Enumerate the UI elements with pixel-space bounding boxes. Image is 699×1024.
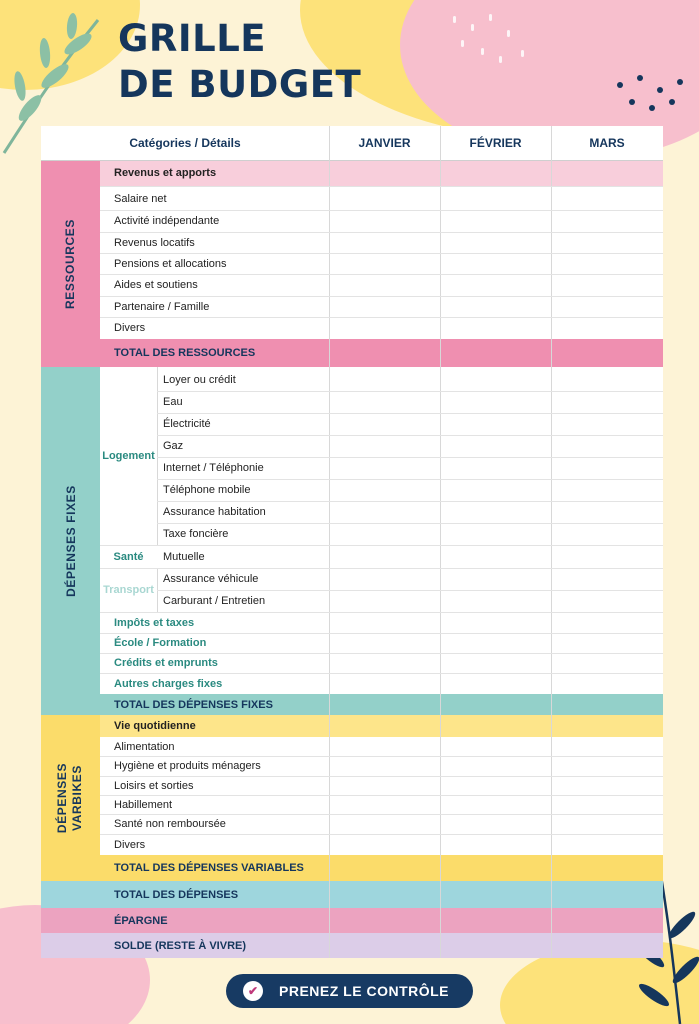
fixes-logement-item[interactable]: Téléphone mobile: [163, 484, 251, 496]
fixes-other-item[interactable]: Autres charges fixes: [114, 677, 223, 690]
variables-label-line-1: DÉPENSES: [55, 762, 70, 834]
fixes-transport-item[interactable]: Carburant / Entretien: [163, 595, 266, 607]
fixes-total: TOTAL DES DÉPENSES FIXES: [114, 698, 273, 711]
ressources-item[interactable]: Divers: [114, 322, 146, 334]
header-month-janvier: JANVIER: [358, 136, 411, 150]
fixes-logement-item[interactable]: Internet / Téléphonie: [163, 462, 264, 474]
ressources-item[interactable]: Salaire net: [114, 193, 167, 205]
section-label-depenses-variables: [41, 715, 100, 881]
ressources-subheader: Revenus et apports: [114, 167, 217, 179]
fixes-logement-item[interactable]: Loyer ou crédit: [163, 374, 236, 386]
variables-item[interactable]: Hygiène et produits ménagers: [114, 760, 261, 772]
header-month-fevrier: FÉVRIER: [469, 136, 522, 150]
variables-subheader: Vie quotidienne: [114, 720, 196, 732]
check-circle-icon: ✔: [243, 981, 263, 1001]
epargne: ÉPARGNE: [114, 914, 168, 927]
sparkle-marks-icon: [445, 10, 535, 70]
variables-label-line-2: VARBIKES: [70, 765, 85, 831]
ressources-item[interactable]: Aides et soutiens: [114, 279, 198, 291]
take-control-button[interactable]: [226, 974, 473, 1008]
col-divider-logement: [157, 367, 158, 545]
fixes-logement-item[interactable]: Électricité: [163, 418, 211, 430]
ressources-item[interactable]: Pensions et allocations: [114, 257, 227, 270]
fixes-logement-item[interactable]: Gaz: [163, 440, 184, 452]
budget-table: [41, 126, 663, 958]
row-line: [100, 186, 663, 187]
fixes-other-item[interactable]: Crédits et emprunts: [114, 657, 218, 669]
ressources-item[interactable]: Revenus locatifs: [114, 236, 195, 249]
fixes-logement-item[interactable]: Taxe foncière: [163, 528, 229, 540]
header-month-mars: MARS: [589, 136, 625, 150]
fixes-logement-item[interactable]: Assurance habitation: [163, 506, 266, 518]
variables-item[interactable]: Habillement: [114, 798, 173, 811]
title-line-1: GRILLE: [118, 17, 267, 60]
group-label-sante: Santé: [113, 550, 144, 563]
section-label-ressources: RESSOURCES: [63, 218, 78, 309]
group-label-logement: Logement: [102, 450, 155, 462]
title-line-2: DE BUDGET: [118, 63, 362, 106]
take-control-label: PRENEZ LE CONTRÔLE: [279, 983, 450, 999]
variables-total: TOTAL DES DÉPENSES VARIABLES: [114, 862, 304, 874]
group-label-transport: Transport: [103, 584, 154, 596]
fixes-sante-item[interactable]: Mutuelle: [163, 550, 205, 563]
ressources-item[interactable]: Activité indépendante: [114, 215, 220, 227]
fixes-transport-item[interactable]: Assurance véhicule: [163, 573, 259, 585]
fixes-other-item[interactable]: Impôts et taxes: [114, 616, 195, 629]
variables-item[interactable]: Loisirs et sorties: [114, 779, 194, 792]
section-label-depenses-fixes: DÉPENSES FIXES: [63, 485, 78, 597]
solde: SOLDE (RESTE À VIVRE): [114, 939, 247, 952]
header-categories: Catégories / Détails: [129, 136, 241, 150]
ressources-item[interactable]: Partenaire / Famille: [114, 300, 210, 313]
total-depenses: TOTAL DES DÉPENSES: [114, 888, 239, 901]
fixes-logement-item[interactable]: Eau: [163, 396, 183, 408]
page-title: [118, 16, 361, 108]
variables-item[interactable]: Alimentation: [114, 740, 175, 753]
ressources-total: TOTAL DES RESSOURCES: [114, 347, 256, 359]
variables-item[interactable]: Santé non remboursée: [114, 818, 226, 830]
variables-item[interactable]: Divers: [114, 838, 146, 851]
dots-decoration-icon: [610, 70, 690, 120]
fixes-other-item[interactable]: École / Formation: [114, 637, 207, 649]
